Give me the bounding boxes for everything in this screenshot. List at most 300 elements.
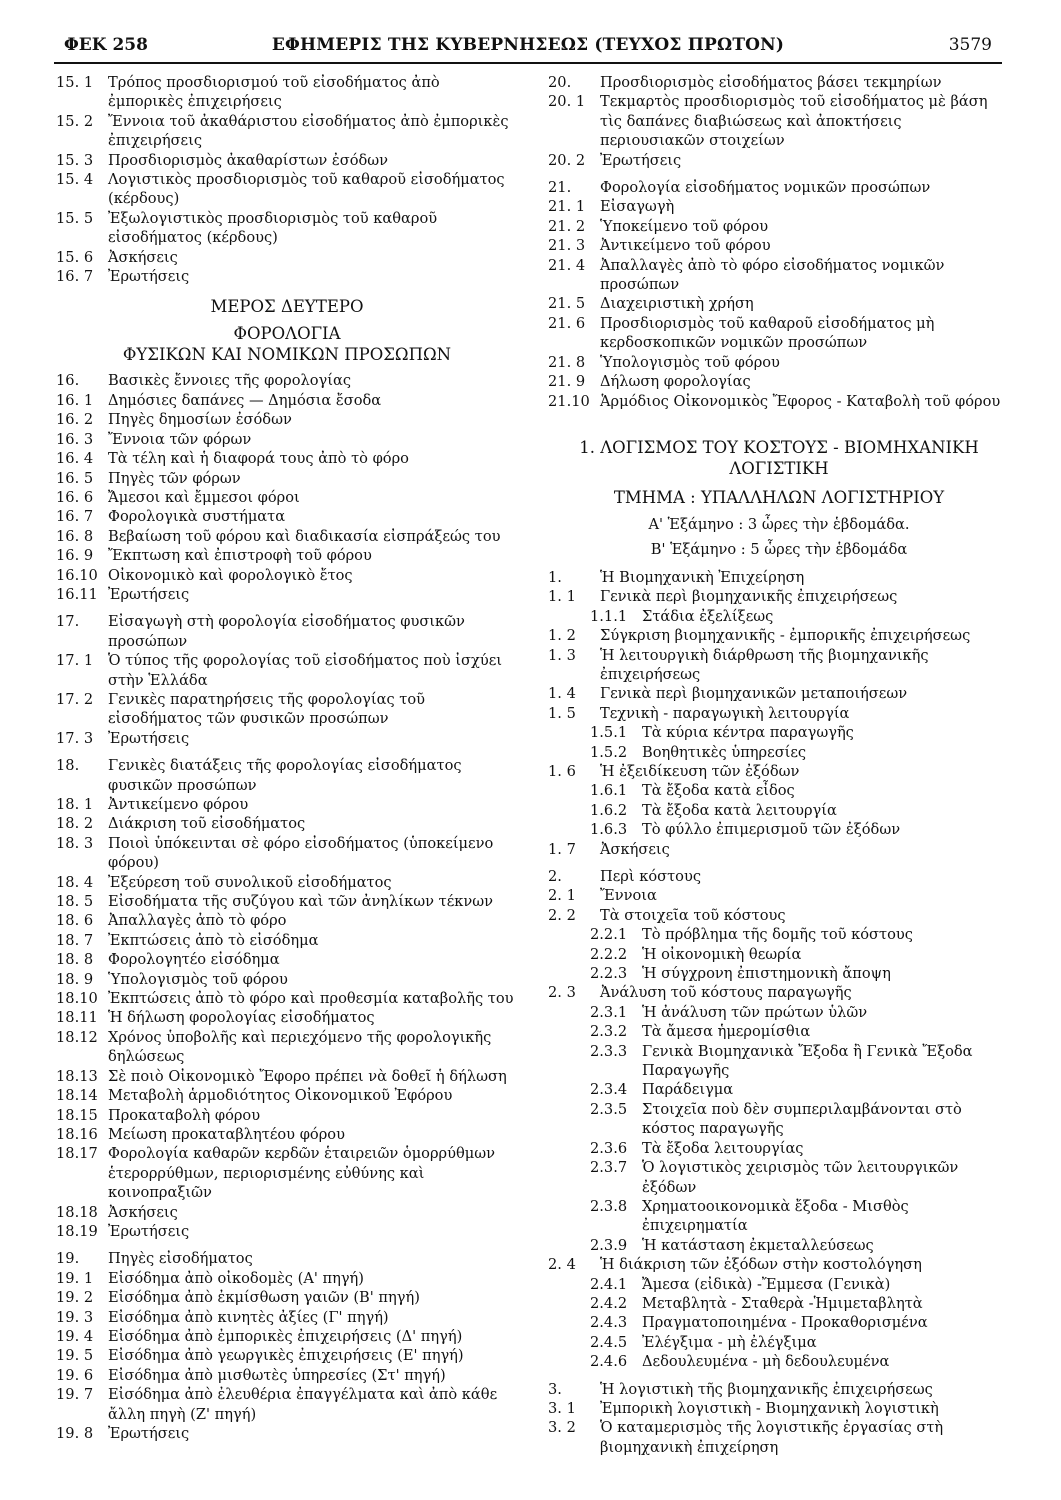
toc-entry-text: Ὁ λογιστικὸς χειρισμὸς τῶν λειτουργικῶν ἐξόδων <box>642 1159 959 1196</box>
toc-entry-number: 19. 7 <box>56 1386 94 1404</box>
toc-entry-text: Δήλωση φορολογίας <box>600 373 751 391</box>
toc-entry-number: 3. <box>548 1380 562 1398</box>
toc-entry <box>548 886 1010 905</box>
toc-entry-number: 18.19 <box>56 1222 98 1240</box>
toc-entry-number: 17. 1 <box>56 652 94 670</box>
toc-entry-number: 1. 6 <box>548 762 576 780</box>
toc-entry-number: 21.10 <box>548 392 590 410</box>
toc-group-16 <box>56 371 518 604</box>
toc-entry-text: Ἀπαλλαγὲς ἀπὸ τὸ φόρο εἰσοδήματος νομικῶν προσώπων <box>600 256 945 294</box>
toc-entry-number: 21. <box>548 179 572 197</box>
toc-entry-number: 2.3.5 <box>590 1100 628 1118</box>
toc-entry-text: Ἡ οἰκονομικὴ θεωρία <box>642 945 802 963</box>
toc-entry <box>56 1008 518 1027</box>
toc-entry-number: 2.3.8 <box>590 1197 628 1215</box>
toc-entry <box>56 507 518 526</box>
toc-entry <box>548 587 1010 606</box>
toc-entry-number: 2.3.6 <box>590 1139 628 1157</box>
toc-entry <box>56 546 518 565</box>
toc-entry-number: 17. 3 <box>56 729 94 747</box>
toc-entry-text: Φορολογία καθαρῶν κερδῶν ἑταιρειῶν ὁμορρύθμων ἑτερορρύθμων, περιορισμένης εὐθύνης καὶ κοινοπραξιῶν <box>108 1145 496 1202</box>
toc-entry-text: Τὸ φύλλο ἐπιμερισμοῦ τῶν ἐξόδων <box>642 821 901 839</box>
toc-entry <box>548 840 1010 859</box>
toc-entry-text: Ἡ δήλωση φορολογίας εἰσοδήματος <box>108 1009 375 1027</box>
toc-entry-text: Ἄμεσα (εἰδικὰ) -Ἔμμεσα (Γενικὰ) <box>642 1275 891 1293</box>
toc-entry-number: 1. 7 <box>548 840 576 858</box>
toc-entry-number: 19. 5 <box>56 1347 94 1365</box>
part-subheading-2: ΦΥΣΙΚΩΝ ΚΑΙ ΝΟΜΙΚΩΝ ΠΡΟΣΩΠΩΝ <box>122 345 452 365</box>
toc-entry <box>56 756 518 795</box>
toc-entry <box>56 410 518 429</box>
toc-entry <box>548 217 1010 236</box>
toc-entry-number: 16. 8 <box>56 527 94 545</box>
toc-entry-text: Ἔκπτωση καὶ ἐπιστροφὴ τοῦ φόρου <box>108 547 372 565</box>
toc-entry-number: 2. 2 <box>548 906 576 924</box>
toc-entry <box>548 197 1010 216</box>
toc-entry-number: 17. <box>56 613 80 631</box>
toc-entry <box>56 1028 518 1067</box>
toc-entry-text: Οἰκονομικὸ καὶ φορολογικὸ ἔτος <box>108 566 353 584</box>
toc-entry <box>548 1380 1010 1399</box>
toc-entry-number: 2. 4 <box>548 1256 576 1274</box>
toc-entry-number: 21. 8 <box>548 353 586 371</box>
toc-entry <box>548 1158 1010 1197</box>
toc-entry <box>56 488 518 507</box>
toc-entry <box>56 1067 518 1086</box>
toc-entry-text: Φορολογία εἰσοδήματος νομικῶν προσώπων <box>600 179 931 197</box>
toc-entry-number: 1. 5 <box>548 704 576 722</box>
toc-group-18 <box>56 756 518 1241</box>
toc-entry <box>548 945 1010 964</box>
toc-entry <box>548 1313 1010 1332</box>
toc-entry <box>56 248 518 267</box>
toc-entry-number: 16. 1 <box>56 391 94 409</box>
toc-entry-number: 1.6.2 <box>590 801 628 819</box>
toc-entry-number: 21. 4 <box>548 256 586 274</box>
toc-entry-number: 18.14 <box>56 1087 98 1105</box>
toc-group-19 <box>56 1249 518 1443</box>
toc-entry-text: Σὲ ποιὸ Οἰκονομικὸ Ἔφορο πρέπει νὰ δοθεῖ ἡ δήλωση <box>108 1067 507 1085</box>
toc-entry <box>56 911 518 930</box>
toc-entry <box>56 1106 518 1125</box>
toc-entry-number: 16. 7 <box>56 268 94 286</box>
toc-entry <box>548 1022 1010 1041</box>
toc-entry-number: 16. 6 <box>56 488 94 506</box>
toc-entry-number: 19. <box>56 1250 80 1268</box>
toc-entry <box>56 73 518 112</box>
toc-entry-text: Ἐρωτήσεις <box>108 729 190 747</box>
toc-entry-number: 2.2.1 <box>590 926 628 944</box>
toc-entry <box>548 353 1010 372</box>
toc-entry <box>548 151 1010 170</box>
toc-entry <box>56 527 518 546</box>
toc-entry-number: 2. 3 <box>548 984 576 1002</box>
toc-entry <box>548 178 1010 197</box>
toc-entry-number: 20. 2 <box>548 151 586 169</box>
toc-entry-text: Χρόνος ὑποβολῆς καὶ περιεχόμενο τῆς φορολογικῆς δηλώσεως <box>108 1028 492 1066</box>
toc-entry-text: Τὰ τέλη καὶ ἡ διαφορά τους ἀπὸ τὸ φόρο <box>108 450 409 468</box>
toc-entry <box>56 834 518 873</box>
toc-entry <box>56 690 518 729</box>
toc-entry-text: Μεταβλητὰ - Σταθερὰ -Ἡμιμεταβλητὰ <box>642 1294 923 1312</box>
toc-entry-number: 18. 2 <box>56 815 94 833</box>
toc-entry-text: Ἔννοια <box>600 887 657 905</box>
toc-entry-text: Προσδιορισμὸς ἀκαθαρίστων ἐσόδων <box>108 151 389 169</box>
toc-entry-number: 18.17 <box>56 1145 98 1163</box>
toc-entry-number: 18.11 <box>56 1009 98 1027</box>
toc-entry <box>548 294 1010 313</box>
toc-entry-number: 15. 2 <box>56 112 94 130</box>
toc-entry <box>56 112 518 151</box>
toc-entry <box>56 1144 518 1202</box>
toc-entry <box>548 762 1010 781</box>
toc-entry-number: 18. 3 <box>56 834 94 852</box>
toc-entry-text: Ἐκπτώσεις ἀπὸ τὸ εἰσόδημα <box>108 931 319 949</box>
toc-entry <box>56 585 518 604</box>
toc-entry <box>548 801 1010 820</box>
toc-entry-text: Ἡ κατάσταση ἐκμεταλλεύσεως <box>642 1236 874 1254</box>
toc-entry-number: 1.6.3 <box>590 821 628 839</box>
toc-entry-text: Γενικὰ Βιομηχανικὰ Ἔξοδα ἢ Γενικὰ Ἔξοδα Παραγωγῆς <box>642 1042 973 1080</box>
toc-entry <box>548 626 1010 645</box>
toc-entry-number: 20. <box>548 74 572 91</box>
toc-entry <box>56 950 518 969</box>
toc-entry <box>548 392 1010 411</box>
toc-entry <box>56 1385 518 1424</box>
toc-entry-text: Μεταβολὴ ἁρμοδιότητος Οἰκονομικοῦ Ἐφόρου <box>108 1087 453 1105</box>
toc-entry-number: 18. 6 <box>56 912 94 930</box>
toc-entry <box>548 646 1010 685</box>
toc-entry <box>56 267 518 286</box>
toc-entry <box>56 1346 518 1365</box>
toc-entry-number: 19. 6 <box>56 1366 94 1384</box>
toc-entry-text: Ἡ λογιστικὴ τῆς βιομηχανικῆς ἐπιχειρήσεως <box>600 1380 933 1398</box>
toc-entry-text: Διάκριση τοῦ εἰσοδήματος <box>108 815 306 833</box>
toc-entry-text: Μείωση προκαταβλητέου φόρου <box>108 1125 345 1143</box>
toc-entry-text: Προσδιορισμὸς εἰσοδήματος βάσει τεκμηρίων <box>600 74 942 91</box>
toc-entry-number: 16. 9 <box>56 547 94 565</box>
toc-entry <box>548 1197 1010 1236</box>
toc-entry <box>56 430 518 449</box>
toc-entry <box>56 1424 518 1443</box>
toc-entry-text: Ἡ ἀνάλυση τῶν πρώτων ὑλῶν <box>642 1003 868 1021</box>
toc-entry <box>56 170 518 209</box>
toc-entry-text: Ἐρωτήσεις <box>600 151 682 169</box>
toc-entry-number: 3. 1 <box>548 1399 576 1417</box>
toc-entry-number: 1. 1 <box>548 588 576 606</box>
toc-entry-text: Περὶ κόστους <box>600 868 702 885</box>
toc-entry-text: Ἔννοια τῶν φόρων <box>108 430 252 448</box>
toc-entry <box>548 723 1010 742</box>
toc-entry <box>56 566 518 585</box>
toc-entry-number: 1. 4 <box>548 685 576 703</box>
toc-entry-number: 2.3.1 <box>590 1003 628 1021</box>
toc-entry <box>548 820 1010 839</box>
toc-entry-text: Ἐρωτήσεις <box>108 268 190 286</box>
toc-entry <box>548 1003 1010 1022</box>
toc-entry-text: Σύγκριση βιομηχανικῆς - ἐμπορικῆς ἐπιχειρήσεως <box>600 627 971 645</box>
toc-entry-number: 2.2.3 <box>590 965 628 983</box>
toc-entry-text: Τὰ ἔξοδα κατὰ λειτουργία <box>642 801 837 819</box>
toc-entry-number: 15. 1 <box>56 74 94 91</box>
toc-entry-number: 19. 1 <box>56 1269 94 1287</box>
toc-entry-text: Τὰ ἄμεσα ἡμερομίσθια <box>642 1023 811 1041</box>
toc-entry <box>548 256 1010 295</box>
toc-entry-text: Προκαταβολὴ φόρου <box>108 1106 261 1124</box>
toc-entry-text: Ἐρωτήσεις <box>108 1222 190 1240</box>
toc-entry-number: 2. <box>548 868 562 885</box>
toc-entry <box>56 449 518 468</box>
toc-entry-text: Τρόπος προσδιορισμού τοῦ εἰσοδήματος ἀπὸ ἐμπορικὲς ἐπιχειρήσεις <box>108 74 440 111</box>
toc-entry <box>56 651 518 690</box>
toc-entry <box>548 1042 1010 1081</box>
toc-entry-number: 21. 9 <box>548 373 586 391</box>
gazette-title: ΕΦΗΜΕΡΙΣ ΤΗΣ ΚΥΒΕΡΝΗΣΕΩΣ (ΤΕΥΧΟΣ ΠΡΩΤΟΝ) <box>271 35 785 55</box>
toc-entry-number: 18. 9 <box>56 970 94 988</box>
toc-entry-text: Ἐλέγξιμα - μὴ ἐλέγξιμα <box>642 1333 817 1351</box>
toc-entry <box>548 1275 1010 1294</box>
toc-group-c3 <box>548 1380 1010 1458</box>
toc-entry <box>56 391 518 410</box>
toc-entry-text: Πηγὲς δημοσίων ἐσόδων <box>108 411 292 429</box>
toc-entry <box>56 1249 518 1268</box>
toc-entry-text: Ὑπολογισμὸς τοῦ φόρου <box>108 970 288 988</box>
toc-entry-number: 18.12 <box>56 1028 98 1046</box>
toc-entry-number: 21. 3 <box>548 237 586 255</box>
part-subheading: ΦΟΡΟΛΟΓΙΑ <box>233 324 341 344</box>
toc-entry-text: Ἐρωτήσεις <box>108 1425 190 1442</box>
toc-entry-text: Δημόσιες δαπάνες — Δημόσια ἔσοδα <box>108 391 382 409</box>
toc-entry-text: Προσδιορισμὸς τοῦ καθαροῦ εἰσοδήματος μὴ κερδοσκοπικῶν νομικῶν προσώπων <box>600 314 935 352</box>
toc-entry-number: 16. <box>56 372 80 390</box>
toc-entry-text: Βεβαίωση τοῦ φόρου καὶ διαδικασία εἰσπράξεώς του <box>108 527 501 545</box>
toc-entry-number: 2.4.1 <box>590 1275 628 1293</box>
toc-entry-number: 18.16 <box>56 1125 98 1143</box>
toc-entry <box>548 314 1010 353</box>
toc-entry <box>56 612 518 651</box>
toc-entry-text: Ἐξωλογιστικὸς προσδιορισμὸς τοῦ καθαροῦ εἰσοδήματος (κέρδους) <box>108 209 438 247</box>
toc-entry-text: Ἡ λειτουργικὴ διάρθρωση τῆς βιομηχανικῆς ἐπιχειρήσεως <box>600 646 929 683</box>
toc-entry-number: 16. 3 <box>56 430 94 448</box>
toc-entry <box>548 684 1010 703</box>
header-rule <box>54 62 1002 64</box>
toc-entry-text: Ὑποκείμενο τοῦ φόρου <box>600 217 769 235</box>
toc-entry-text: Ὁ τύπος τῆς φορολογίας τοῦ εἰσοδήματος ποὺ ἰσχύει στὴν Ἑλλάδα <box>108 652 502 689</box>
toc-entry <box>56 970 518 989</box>
toc-entry <box>56 814 518 833</box>
toc-entry-text: Πηγὲς τῶν φόρων <box>108 469 241 487</box>
toc-entry-text: Ὁ καταμερισμὸς τῆς λογιστικῆς ἐργασίας στὴ βιομηχανικὴ ἐπιχείρηση <box>600 1419 944 1456</box>
toc-entry <box>56 873 518 892</box>
toc-entry-text: Εἰσόδημα ἀπὸ μισθωτὲς ὑπηρεσίες (Στ' πηγή) <box>108 1366 446 1384</box>
toc-group-c1 <box>548 568 1010 859</box>
toc-entry <box>56 795 518 814</box>
toc-entry-number: 18. 8 <box>56 951 94 969</box>
toc-entry-text: Γενικὲς διατάξεις τῆς φορολογίας εἰσοδήματος φυσικῶν προσώπων <box>108 757 462 794</box>
toc-entry-number: 15. 5 <box>56 209 94 227</box>
toc-entry-text: Διαχειριστικὴ χρήση <box>600 295 754 313</box>
toc-entry <box>56 1086 518 1105</box>
toc-entry-text: Ἐξεύρεση τοῦ συνολικοῦ εἰσοδήματος <box>108 873 392 891</box>
toc-entry-number: 16.10 <box>56 566 98 584</box>
toc-entry-number: 2.3.9 <box>590 1236 628 1254</box>
toc-entry <box>548 983 1010 1002</box>
toc-entry-text: Φορολογητέο εἰσόδημα <box>108 951 280 969</box>
toc-entry-text: Εἰσοδήματα τῆς συζύγου καὶ τῶν ἀνηλίκων τέκνων <box>108 893 494 911</box>
toc-group-21 <box>548 178 1010 411</box>
toc-entry-text: Εἰσαγωγὴ <box>600 198 675 216</box>
toc-entry-number: 18.15 <box>56 1106 98 1124</box>
toc-entry-number: 2.4.6 <box>590 1353 628 1371</box>
toc-entry-text: Εἰσόδημα ἀπὸ ἐμπορικὲς ἐπιχειρήσεις (Δ' πηγή) <box>108 1327 463 1345</box>
toc-entry <box>56 1125 518 1144</box>
issue-number: ΦΕΚ 258 <box>64 35 148 55</box>
toc-entry-number: 1.5.1 <box>590 724 628 742</box>
toc-entry-text: Τὰ κύρια κέντρα παραγωγῆς <box>642 724 854 742</box>
toc-entry-number: 18.13 <box>56 1067 98 1085</box>
toc-entry-number: 2.4.5 <box>590 1333 628 1351</box>
toc-entry-text: Φορολογικὰ συστήματα <box>108 508 286 526</box>
toc-entry-text: Ἐκπτώσεις ἀπὸ τὸ φόρο καὶ προθεσμία καταβολῆς του <box>108 990 514 1008</box>
toc-entry-number: 21. 1 <box>548 198 586 216</box>
toc-entry <box>56 469 518 488</box>
toc-entry-number: 16. 5 <box>56 469 94 487</box>
toc-entry-text: Χρηματοοικονομικὰ ἔξοδα - Μισθὸς ἐπιχειρηματία <box>642 1197 909 1235</box>
toc-entry-text: Γενικὲς παρατηρήσεις τῆς φορολογίας τοῦ εἰσοδήματος τῶν φυσικῶν προσώπων <box>108 690 426 728</box>
toc-entry-number: 1. <box>548 568 562 586</box>
toc-entry-number: 2.3.2 <box>590 1023 628 1041</box>
toc-entry-number: 1.6.1 <box>590 782 628 800</box>
toc-entry-text: Εἰσόδημα ἀπὸ ἐκμίσθωση γαιῶν (Β' πηγή) <box>108 1289 420 1307</box>
toc-entry <box>548 73 1010 92</box>
toc-entry-number: 2. 1 <box>548 887 576 905</box>
toc-entry-number: 15. 6 <box>56 248 94 266</box>
course-title: 1. ΛΟΓΙΣΜΟΣ ΤΟΥ ΚΟΣΤΟΥΣ - ΒΙΟΜΗΧΑΝΙΚΗ <box>579 437 979 457</box>
toc-entry-text: Δεδουλευμένα - μὴ δεδουλευμένα <box>642 1353 890 1371</box>
toc-entry <box>548 372 1010 391</box>
toc-entry-text: Τὰ ἔξοδα κατὰ εἶδος <box>642 782 795 800</box>
toc-entry <box>56 1308 518 1327</box>
toc-entry-text: Ποιοὶ ὑπόκεινται σὲ φόρο εἰσοδήματος (ὑποκείμενο φόρου) <box>108 834 494 872</box>
toc-entry-text: Τεκμαρτὸς προσδιορισμὸς τοῦ εἰσοδήματος μὲ βάση τὶς δαπάνες διαβιώσεως καὶ ἀποκτήσεις περιουσιακῶν στοιχείων <box>600 93 988 150</box>
toc-entry <box>56 1366 518 1385</box>
toc-entry-text: Τὰ στοιχεῖα τοῦ κόστους <box>600 906 786 924</box>
toc-entry <box>56 371 518 390</box>
toc-entry-text: Βοηθητικὲς ὑπηρεσίες <box>642 743 807 761</box>
toc-entry-text: Ἀντικείμενο τοῦ φόρου <box>600 237 771 255</box>
toc-group-20 <box>548 73 1010 170</box>
toc-entry <box>548 781 1010 800</box>
toc-entry <box>548 1294 1010 1313</box>
department-heading: ΤΜΗΜΑ : ΥΠΑΛΛΗΛΩΝ ΛΟΓΙΣΤΗΡΙΟΥ <box>613 487 945 507</box>
semester-b: Β' Ἑξάμηνο : 5 ὧρες τὴν ἑβδομάδα <box>650 540 908 558</box>
toc-entry-number: 1. 2 <box>548 627 576 645</box>
right-column <box>548 73 1010 1457</box>
toc-entry <box>548 1255 1010 1274</box>
toc-entry-number: 18. <box>56 757 80 775</box>
toc-entry-number: 2.4.2 <box>590 1294 628 1312</box>
toc-entry-number: 2.3.7 <box>590 1159 628 1177</box>
toc-entry-text: Τὸ πρόβλημα τῆς δομῆς τοῦ κόστους <box>642 926 913 944</box>
toc-entry-text: Ἀνάλυση τοῦ κόστους παραγωγῆς <box>600 984 852 1002</box>
toc-entry-number: 21. 6 <box>548 314 586 332</box>
toc-entry-text: Λογιστικὸς προσδιορισμὸς τοῦ καθαροῦ εἰσοδήματος (κέρδους) <box>108 171 505 208</box>
toc-entry-text: Εἰσόδημα ἀπὸ οἰκοδομὲς (Α' πηγή) <box>108 1269 364 1287</box>
toc-entry-number: 18.10 <box>56 990 98 1008</box>
toc-group-15 <box>56 73 518 286</box>
toc-entry-text: Πηγὲς εἰσοδήματος <box>108 1250 253 1268</box>
toc-entry <box>56 892 518 911</box>
toc-entry-text: Πραγματοποιημένα - Προκαθορισμένα <box>642 1314 928 1332</box>
toc-entry-number: 21. 2 <box>548 217 586 235</box>
toc-entry <box>56 1327 518 1346</box>
toc-entry-number: 3. 2 <box>548 1419 576 1437</box>
toc-entry-text: Ὑπολογισμὸς τοῦ φόρου <box>600 353 780 371</box>
left-column <box>56 73 518 1443</box>
toc-entry <box>56 151 518 170</box>
toc-entry-text: Στάδια ἐξελίξεως <box>642 607 774 625</box>
toc-entry-number: 18. 7 <box>56 931 94 949</box>
toc-group-17 <box>56 612 518 748</box>
toc-entry <box>548 1139 1010 1158</box>
toc-entry <box>548 236 1010 255</box>
toc-entry-number: 2.4.3 <box>590 1314 628 1332</box>
toc-entry <box>56 729 518 748</box>
toc-entry-text: Γενικὰ περὶ βιομηχανικῶν μεταποιήσεων <box>600 685 908 703</box>
toc-entry-text: Ἀπαλλαγὲς ἀπὸ τὸ φόρο <box>108 912 287 930</box>
toc-entry <box>548 867 1010 886</box>
toc-entry <box>56 209 518 248</box>
toc-entry-number: 18.18 <box>56 1203 98 1221</box>
toc-entry-text: Ἀσκήσεις <box>108 248 178 266</box>
toc-entry-number: 2.2.2 <box>590 945 628 963</box>
toc-entry-number: 15. 3 <box>56 151 94 169</box>
toc-entry-text: Ἄμεσοι καὶ ἔμμεσοι φόροι <box>108 488 300 506</box>
page-number: 3579 <box>948 35 992 55</box>
toc-entry-text: Ἡ Βιομηχανικὴ Ἐπιχείρηση <box>600 568 805 586</box>
toc-entry-text: Ἔννοια τοῦ ἀκαθάριστου εἰσοδήματος ἀπὸ ἐμπορικὲς ἐπιχειρήσεις <box>108 112 509 150</box>
toc-entry <box>56 1269 518 1288</box>
toc-entry <box>548 743 1010 762</box>
toc-entry-text: Ἡ διάκριση τῶν ἐξόδων στὴν κοστολόγηση <box>600 1256 922 1274</box>
toc-entry <box>56 989 518 1008</box>
toc-entry-text: Ἀντικείμενο φόρου <box>108 796 249 813</box>
toc-entry-number: 2.3.4 <box>590 1081 628 1099</box>
toc-entry <box>548 607 1010 626</box>
toc-entry-number: 15. 4 <box>56 171 94 189</box>
toc-entry-number: 18. 4 <box>56 873 94 891</box>
toc-entry-text: Τεχνικὴ - παραγωγικὴ λειτουργία <box>600 704 850 722</box>
toc-entry-text: Ἡ σύγχρονη ἐπιστημονικὴ ἄποψη <box>642 965 891 983</box>
toc-entry-text: Εἰσόδημα ἀπὸ ἐλευθέρια ἐπαγγέλματα καὶ ἀπὸ κάθε ἄλλη πηγὴ (Ζ' πηγή) <box>108 1386 498 1423</box>
toc-entry-text: Ἐμπορικὴ λογιστικὴ - Βιομηχανικὴ λογιστικὴ <box>600 1399 939 1417</box>
toc-entry-text: Ἐρωτήσεις <box>108 585 190 603</box>
semester-a: Α' Ἑξάμηνο : 3 ὧρες τὴν ἑβδομάδα. <box>648 515 910 533</box>
toc-entry-number: 19. 4 <box>56 1327 94 1345</box>
toc-entry <box>56 931 518 950</box>
toc-entry <box>548 568 1010 587</box>
toc-entry-number: 20. 1 <box>548 93 586 111</box>
toc-entry-number: 16. 2 <box>56 411 94 429</box>
page-header <box>54 33 1002 59</box>
toc-group-c2 <box>548 867 1010 1372</box>
toc-entry-text: Παράδειγμα <box>642 1081 734 1099</box>
toc-entry <box>548 1100 1010 1139</box>
toc-entry <box>56 1288 518 1307</box>
toc-entry-number: 16. 4 <box>56 450 94 468</box>
toc-entry-text: Εἰσόδημα ἀπὸ γεωργικὲς ἐπιχειρήσεις (Ε' πηγή) <box>108 1347 464 1365</box>
toc-entry-number: 19. 3 <box>56 1308 94 1326</box>
